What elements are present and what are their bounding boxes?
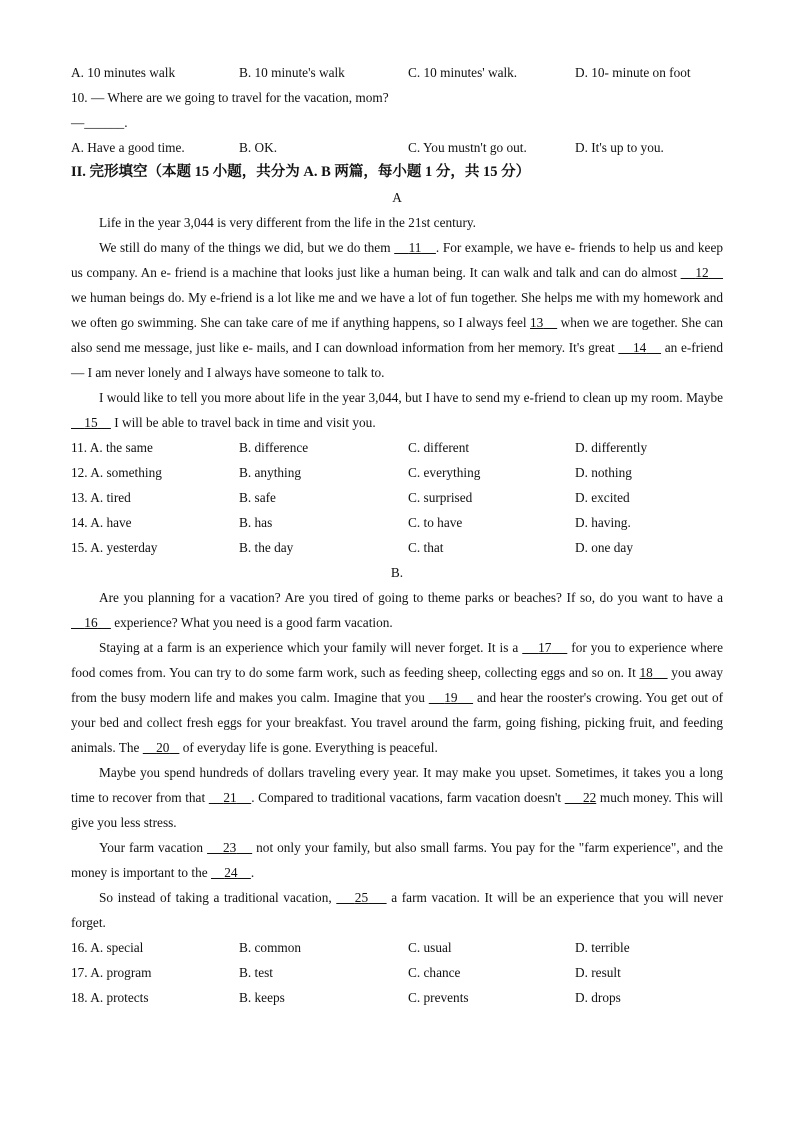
option-a: A. Have a good time. xyxy=(71,140,185,155)
passage-a-paragraph-1: Life in the year 3,044 is very different from the life in the 21st century. xyxy=(99,215,476,230)
option-d: D. 10- minute on foot xyxy=(575,65,691,80)
question-row xyxy=(71,985,723,1010)
option-a: A. 10 minutes walk xyxy=(71,65,176,80)
option-a: 18. A. protects xyxy=(71,990,149,1005)
option-c: C. usual xyxy=(408,940,452,955)
option-a: 12. A. something xyxy=(71,465,162,480)
question-row xyxy=(71,935,723,960)
option-c: C. 10 minutes' walk. xyxy=(408,65,518,80)
question-row xyxy=(71,460,723,485)
option-b: B. test xyxy=(239,965,273,980)
q10-stem: 10. — Where are we going to travel for the vacation, mom? xyxy=(71,90,389,105)
option-b: B. 10 minute's walk xyxy=(239,65,345,80)
question-row xyxy=(71,435,723,460)
passage-b-paragraph-3: Maybe you spend hundreds of dollars traveling every year. It may make you upset. Sometimes, it takes you a long time to recover from that 21 . Compared to traditional vacations, farm vacation doesn't 22 much money. This will give you less stress. xyxy=(71,765,724,830)
option-d: D. drops xyxy=(575,990,621,1005)
passage-a-paragraph-2: We still do many of the things we did, but we do them 11 . For example, we have e- friends to help us and keep us company. An e- friend is a machine that looks just like a human being. It can walk and talk and can do almost 12 we human beings do. My e-friend is a lot like me and we have a lot of fun together. She helps me with my homework and we often go swimming. She can take care of me if anything happens, so I always feel 13 when we are together. She can also send me message, just like e- mails, and I can download information from her memory. It's great 14 an e-friend — I am never lonely and I always have someone to talk to. xyxy=(71,240,724,380)
option-b: B. difference xyxy=(239,440,309,455)
blank-20: 20 xyxy=(156,740,170,755)
option-c: C. that xyxy=(408,540,444,555)
blank-19: 19 xyxy=(444,690,458,705)
option-d: D. having. xyxy=(575,515,631,530)
passage-a-paragraph-3: I would like to tell you more about life in the year 3,044, but I have to send my e-friend to clean up my room. Maybe 15 I will be able to travel back in time and visit you. xyxy=(71,385,723,435)
blank-25: 25 xyxy=(354,890,369,905)
option-a: 13. A. tired xyxy=(71,490,131,505)
option-b: B. anything xyxy=(239,465,302,480)
blank-21: 21 xyxy=(223,790,237,805)
option-d: D. terrible xyxy=(575,940,630,955)
option-c: C. everything xyxy=(408,465,481,480)
blank-15: 15 xyxy=(84,415,98,430)
option-c: C. to have xyxy=(408,515,463,530)
passage-b-paragraph-4: Your farm vacation 23 not only your family, but also small farms. You pay for the "farm experience", and the money is important to the 24 . xyxy=(71,840,724,880)
blank-13: 13 xyxy=(530,315,544,330)
blank-14: 14 xyxy=(633,340,647,355)
option-a: 15. A. yesterday xyxy=(71,540,158,555)
blank-22: 22 xyxy=(582,790,597,805)
blank-18: 18 xyxy=(639,665,653,680)
passage-b-paragraph-5: So instead of taking a traditional vacation, 25 a farm vacation. It will be an experience that you will never forget. xyxy=(71,890,724,930)
passage-b-paragraph-1: Are you planning for a vacation? Are you tired of going to theme parks or beaches? If so, do you want to have a 16 experience? What you need is a good farm vacation. xyxy=(71,585,723,635)
option-d: D. nothing xyxy=(575,465,632,480)
option-c: C. prevents xyxy=(408,990,469,1005)
option-c: C. chance xyxy=(408,965,461,980)
option-d: D. differently xyxy=(575,440,648,455)
option-a: 11. A. the same xyxy=(71,440,153,455)
option-b: B. OK. xyxy=(239,140,278,155)
document-page xyxy=(71,60,723,1010)
blank-12: 12 xyxy=(695,265,709,280)
blank-17: 17 xyxy=(538,640,552,655)
option-a: 14. A. have xyxy=(71,515,132,530)
q10-options xyxy=(71,135,723,160)
option-b: B. safe xyxy=(239,490,276,505)
blank-11: 11 xyxy=(408,240,422,255)
option-b: B. common xyxy=(239,940,302,955)
option-d: D. one day xyxy=(575,540,633,555)
blank-16: 16 xyxy=(84,615,98,630)
blank-24: 24 xyxy=(224,865,238,880)
option-b: B. has xyxy=(239,515,273,530)
option-d: D. result xyxy=(575,965,621,980)
blank-23: 23 xyxy=(222,840,237,855)
option-b: B. the day xyxy=(239,540,294,555)
part-b-label: B. xyxy=(390,565,404,580)
option-c: C. You mustn't go out. xyxy=(408,140,527,155)
option-c: C. different xyxy=(408,440,470,455)
question-row xyxy=(71,510,723,535)
option-d: D. excited xyxy=(575,490,630,505)
question-row xyxy=(71,535,723,560)
question-row xyxy=(71,960,723,985)
option-c: C. surprised xyxy=(408,490,473,505)
part-a-label: A xyxy=(392,190,402,205)
question-row xyxy=(71,485,723,510)
section-heading: II. 完形填空（本题 15 小题，共分为 A. B 两篇，每小题 1 分，共 15 分） xyxy=(71,164,531,180)
q9-options xyxy=(71,60,723,85)
option-b: B. keeps xyxy=(239,990,285,1005)
option-a: 16. A. special xyxy=(71,940,144,955)
option-d: D. It's up to you. xyxy=(575,140,664,155)
q10-answer-line: —______. xyxy=(71,115,128,130)
option-a: 17. A. program xyxy=(71,965,152,980)
passage-b-paragraph-2: Staying at a farm is an experience which your family will never forget. It is a 17 for you to experience where food comes from. You can try to do some farm work, such as feeding sheep, collecting eggs and so on. It 18 you away from the busy modern life and makes you calm. Imagine that you 19 and hear the rooster's crowing. You get out of your bed and collect fresh eggs for your breakfast. You travel around the farm, going fishing, picking fruit, and feeding animals. The 20 of everyday life is gone. Everything is peaceful. xyxy=(71,640,724,755)
